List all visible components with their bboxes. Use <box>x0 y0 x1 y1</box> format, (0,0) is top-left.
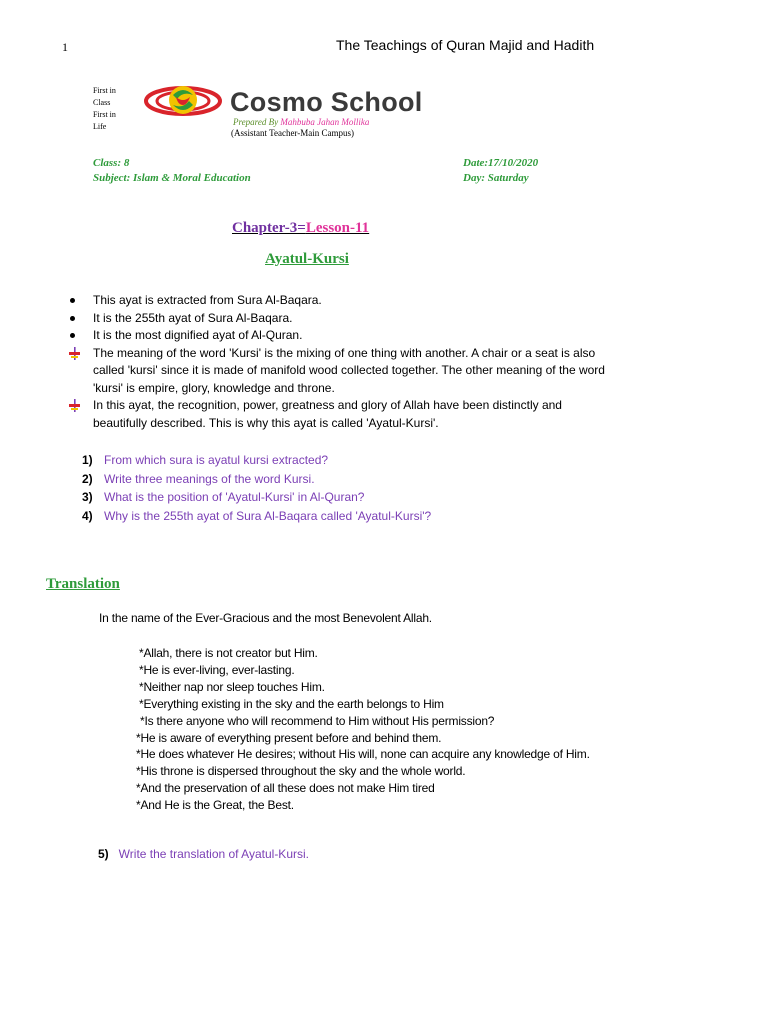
list-item: It is the most dignified ayat of Al-Quran. <box>93 327 613 345</box>
bullet-icon <box>70 333 75 338</box>
translation-line: *He does whatever He desires; without His will, none can acquire any knowledge of Him. <box>136 747 590 762</box>
question-item: 1) From which sura is ayatul kursi extracted? <box>82 453 329 467</box>
translation-line: *His throne is dispersed throughout the sky and the whole world. <box>136 764 466 779</box>
list-item: It is the 255th ayat of Sura Al-Baqara. <box>93 310 613 328</box>
questions-list <box>82 452 431 527</box>
list-item: This ayat is extracted from Sura Al-Baqara. <box>93 292 613 310</box>
translation-intro: In the name of the Ever-Gracious and the most Benevolent Allah. <box>99 611 432 625</box>
translation-line: *And the preservation of all these does not make Him tired <box>136 781 435 796</box>
chapter-heading: Chapter-3=Lesson-11 <box>232 220 370 236</box>
question-item: 2) Write three meanings of the word Kursi. <box>82 471 315 486</box>
translation-line: *Is there anyone who will recommend to Him without His permission? <box>140 713 495 728</box>
question-item: 4) Why is the 255th ayat of Sura Al-Baqara called 'Ayatul-Kursi'? <box>82 509 432 524</box>
list-item: In this ayat, the recognition, power, greatness and glory of Allah have been distinctly and beautifully described. This is why this ayat is called 'Ayatul-Kursi'. <box>93 397 613 432</box>
date-label: Date:17/10/2020 <box>463 157 539 169</box>
translation-line: *Everything existing in the sky and the earth belongs to Him <box>139 696 444 711</box>
school-tagline: First in Class First in Life <box>93 86 116 131</box>
list-item: The meaning of the word 'Kursi' is the mixing of one thing with another. A chair or a seat is also called 'kursi' since it is made of manifold wood collected together. The other meaning of the word 'kursi' is empire, glory, knowledge and throne. <box>93 345 613 398</box>
translation-line: *Neither nap nor sleep touches Him. <box>139 679 325 694</box>
flag-bullet-icon <box>68 399 81 412</box>
flag-bullet-icon <box>68 347 81 360</box>
translation-line: *He is ever-living, ever-lasting. <box>139 662 295 677</box>
document-header-title: The Teachings of Quran Majid and Hadith <box>336 37 595 53</box>
school-name: Cosmo School <box>230 87 423 117</box>
page-number: 1 <box>62 40 68 54</box>
lesson-title: Ayatul-Kursi <box>265 251 349 267</box>
translation-line: *He is aware of everything present before and behind them. <box>136 730 442 745</box>
bullet-icon <box>70 316 75 321</box>
day-label: Day: Saturday <box>463 172 529 184</box>
cosmo-logo-icon <box>143 83 223 119</box>
subject-label: Subject: Islam & Moral Education <box>93 172 251 184</box>
class-label: Class: 8 <box>93 157 130 169</box>
translation-line: *And He is the Great, the Best. <box>136 798 294 813</box>
assistant-title: (Assistant Teacher-Main Campus) <box>231 128 354 138</box>
prepared-by: Prepared By Mahbuba Jahan Mollika <box>233 117 370 127</box>
final-question: 5) Write the translation of Ayatul-Kursi. <box>98 847 309 861</box>
question-item: 3) What is the position of 'Ayatul-Kursi' in Al-Quran? <box>82 490 365 505</box>
translation-line: *Allah, there is not creator but Him. <box>139 646 318 660</box>
key-points-list <box>93 292 613 432</box>
bullet-icon <box>70 298 75 303</box>
translation-heading: Translation <box>46 576 120 592</box>
translation-lines <box>134 645 590 814</box>
